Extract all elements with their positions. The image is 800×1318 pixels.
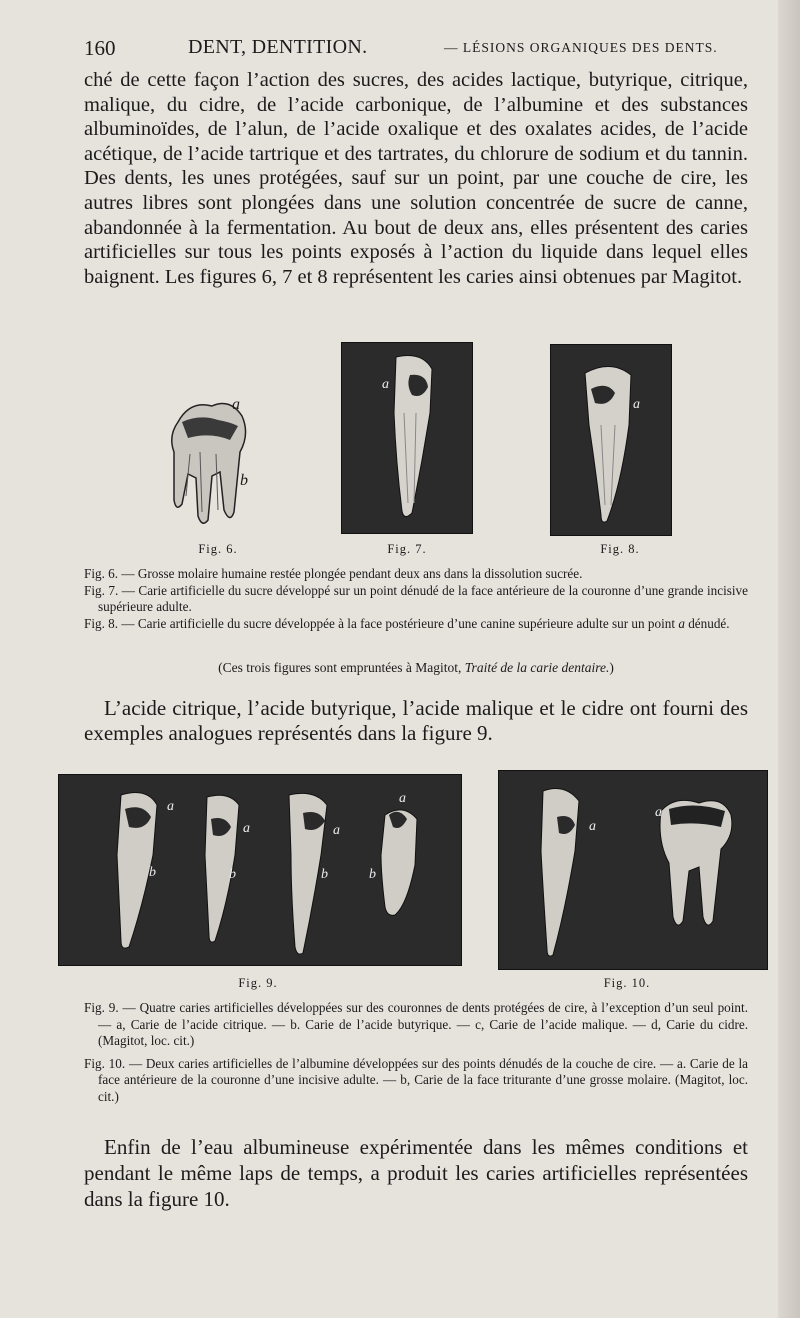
caption-fig8 <box>84 616 748 633</box>
caption-fig9: Fig. 9. — Quatre caries artificielles développées sur des couronnes de dents protégées de cire, à l’exception d’un seul point. — a, Carie de l’acide citrique. — b. Carie de l’acide butyrique. — c, Carie de l’acide malique. — d, Carie du cidre. (Magitot, loc. cit.) <box>84 1000 748 1049</box>
fig9-mark-a1: a <box>167 799 174 814</box>
caption-fig6: Fig. 6. — Grosse molaire humaine restée plongée pendant deux ans dans la dissolution sucrée. <box>84 566 583 581</box>
caption-fig8-mark: a <box>678 615 685 631</box>
fig9-label: Fig. 9. <box>238 976 278 990</box>
fig9-mark-b4: b <box>369 867 376 882</box>
caption-fig7: Fig. 7. — Carie artificielle du sucre développé sur un point dénudé de la face antérieure de la couronne d’une grande incisive supérieure adulte. <box>84 582 748 615</box>
fig10-mark-a2: a <box>655 805 662 820</box>
header-title: DENT, DENTITION. <box>188 36 368 58</box>
credit-text: (Ces trois figures sont empruntées à Magitot, <box>218 660 465 675</box>
figure-credit <box>84 660 748 676</box>
fig8-label: Fig. 8. <box>600 542 640 556</box>
caption-fig8-end: dénudé. <box>684 615 730 631</box>
canine-illustration <box>551 345 671 535</box>
fig7-label: Fig. 7. <box>387 542 427 556</box>
fig8-mark-a: a <box>633 397 640 412</box>
captions-fig6-8 <box>84 566 748 632</box>
fig10-mark-a1: a <box>589 819 596 834</box>
molar-illustration <box>160 392 270 532</box>
fig9-mark-b2: b <box>229 867 236 882</box>
figure-7 <box>341 342 473 534</box>
figure-10 <box>498 770 768 970</box>
figure-6 <box>160 392 270 532</box>
credit-title: Traité de la carie dentaire. <box>464 660 610 675</box>
figure-8 <box>550 344 672 536</box>
caption-fig8-text: Fig. 8. — Carie artificielle du sucre développée à la face postérieure d’une canine supérieure adulte sur un point <box>84 615 679 631</box>
paragraph-intro: ché de cette façon l’action des sucres, des acides lactique, butyrique, citrique, malique, du cidre, de l’acide carbonique, de l’albumine et des substances albuminoïdes, de l’alun, de l’acide oxalique et des oxalates acides, de l’acide acétique, de l’acide tartrique et des tartrates, du chlorure de sodium et du tannin. Des dents, les unes protégées, sauf sur un point, par une couche de cire, les autres libres sont plongées dans une solution concentrée de sucre de canne, abandonnée à la fermentation. Au bout de deux ans, elles présentent des caries artificielles sur tous les points exposés à l’action du liquide dans lequel elles baignent. Les figures 6, 7 et 8 représentent les caries ainsi obtenues par Magitot. <box>84 69 748 288</box>
fig6-mark-a: a <box>232 396 240 413</box>
page-edge <box>778 0 800 1318</box>
fig6-label: Fig. 6. <box>198 542 238 556</box>
running-header <box>84 36 764 60</box>
two-teeth-illustration <box>499 771 767 969</box>
fig9-mark-a3: a <box>333 823 340 838</box>
paragraph-figure-9: L’acide citrique, l’acide butyrique, l’acide malique et le cidre ont fourni des exemples analogues représentés dans la figure 9. <box>84 696 748 745</box>
fig9-mark-b1: b <box>149 865 156 880</box>
page-number: 160 <box>84 36 116 60</box>
fig9-mark-b3: b <box>321 867 328 882</box>
fig9-mark-a2: a <box>243 821 250 836</box>
fig9-mark-a4: a <box>399 791 406 806</box>
header-subtitle: — LÉSIONS ORGANIQUES DES DENTS. <box>444 40 718 55</box>
incisor-illustration <box>342 343 472 533</box>
fig7-mark-a: a <box>382 377 389 392</box>
fig6-mark-b: b <box>240 472 248 489</box>
paragraph-figure-10: Enfin de l’eau albumineuse expérimentée dans les mêmes conditions et pendant le même laps de temps, a produit les caries artificielles représentées dans la figure 10. <box>84 1135 748 1211</box>
figure-9 <box>58 774 462 966</box>
credit-close: ) <box>609 660 614 675</box>
caption-fig10: Fig. 10. — Deux caries artificielles de l’albumine développées sur des points dénudés de la couche de cire. — a. Carie de la face antérieure de la couronne d’une incisive adulte. — b, Carie de la face triturante d’une grosse molaire. (Magitot, loc. cit.) <box>84 1055 748 1104</box>
captions-fig9-10 <box>84 1000 748 1106</box>
fig10-label: Fig. 10. <box>603 976 651 990</box>
